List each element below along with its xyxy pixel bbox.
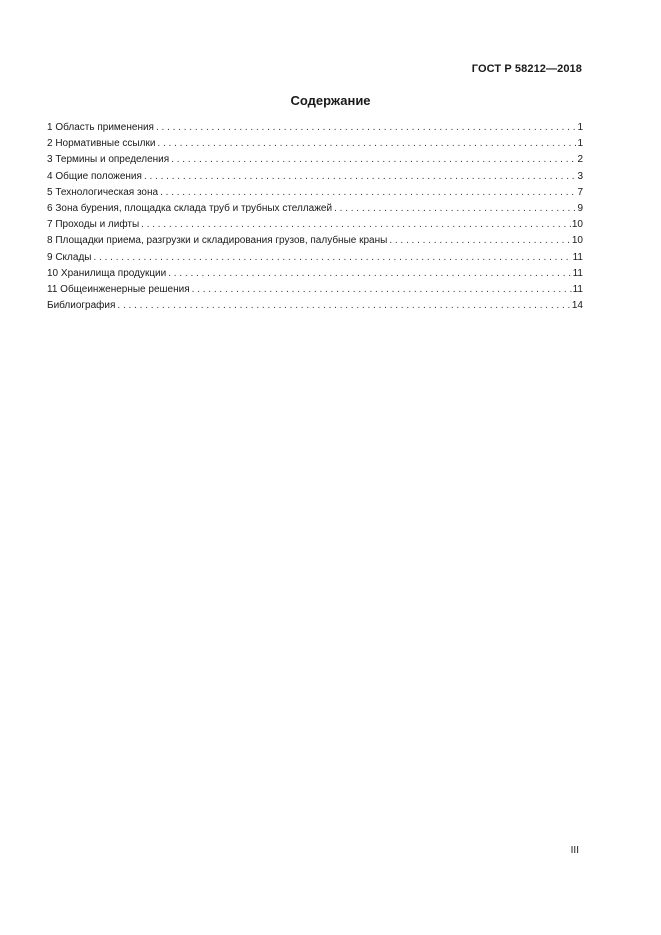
toc-dot-leader — [334, 201, 576, 217]
toc-entry-label: 8 Площадки приема, разгрузки и складирования грузов, палубные краны — [47, 235, 388, 247]
toc-entry[interactable] — [47, 266, 583, 282]
toc-dot-leader — [171, 152, 576, 168]
toc-entry[interactable] — [47, 201, 583, 217]
toc-dot-leader — [168, 266, 571, 282]
toc-entry-label: 2 Нормативные ссылки — [47, 138, 156, 150]
toc-title: Содержание — [290, 93, 371, 108]
toc-entry-page: 11 — [572, 267, 583, 279]
toc-entry-label: 6 Зона бурения, площадка склада труб и трубных стеллажей — [47, 202, 333, 214]
toc-dot-leader — [144, 169, 577, 185]
toc-dot-leader — [93, 250, 571, 266]
toc-entry-label: 11 Общеинженерные решения — [47, 283, 190, 295]
toc-entry-label: 3 Термины и определения — [47, 154, 170, 166]
table-of-contents — [47, 120, 583, 314]
toc-entry-page: 10 — [571, 219, 583, 231]
toc-entry-label: Библиография — [47, 300, 116, 312]
toc-entry-page: 1 — [577, 122, 583, 133]
toc-entry-label: 1 Область применения — [47, 122, 154, 133]
toc-dot-leader — [117, 298, 570, 314]
toc-entry[interactable] — [47, 136, 583, 152]
toc-dot-leader — [160, 185, 576, 201]
toc-dot-leader — [156, 120, 576, 136]
toc-entry-label: 4 Общие положения — [47, 170, 142, 182]
toc-entry-label: 5 Технологическая зона — [47, 186, 159, 198]
document-code: ГОСТ Р 58212—2018 — [471, 63, 582, 75]
toc-entry[interactable] — [47, 217, 583, 233]
toc-entry[interactable] — [47, 233, 583, 249]
toc-entry-label: 10 Хранилища продукции — [47, 267, 167, 279]
toc-entry-label: 7 Проходы и лифты — [47, 219, 140, 231]
toc-entry-page: 11 — [572, 283, 583, 295]
page-number: III — [570, 845, 579, 856]
toc-entry[interactable] — [47, 298, 583, 314]
toc-dot-leader — [141, 217, 571, 233]
toc-entry[interactable] — [47, 169, 583, 185]
toc-entry-page: 7 — [577, 186, 583, 198]
toc-entry-page: 3 — [577, 170, 583, 182]
toc-entry[interactable] — [47, 185, 583, 201]
toc-entry-page: 11 — [572, 251, 583, 263]
toc-dot-leader — [389, 233, 571, 249]
toc-entry-page: 9 — [577, 202, 583, 214]
toc-entry[interactable] — [47, 282, 583, 298]
toc-entry[interactable] — [47, 152, 583, 168]
toc-entry[interactable] — [47, 250, 583, 266]
toc-dot-leader — [192, 282, 572, 298]
toc-entry[interactable] — [47, 120, 583, 136]
toc-entry-page: 14 — [571, 300, 583, 312]
toc-entry-label: 9 Склады — [47, 251, 92, 263]
toc-dot-leader — [157, 136, 576, 152]
toc-entry-page: 2 — [577, 154, 583, 166]
toc-entry-page: 10 — [571, 235, 583, 247]
toc-entry-page: 1 — [577, 138, 583, 150]
